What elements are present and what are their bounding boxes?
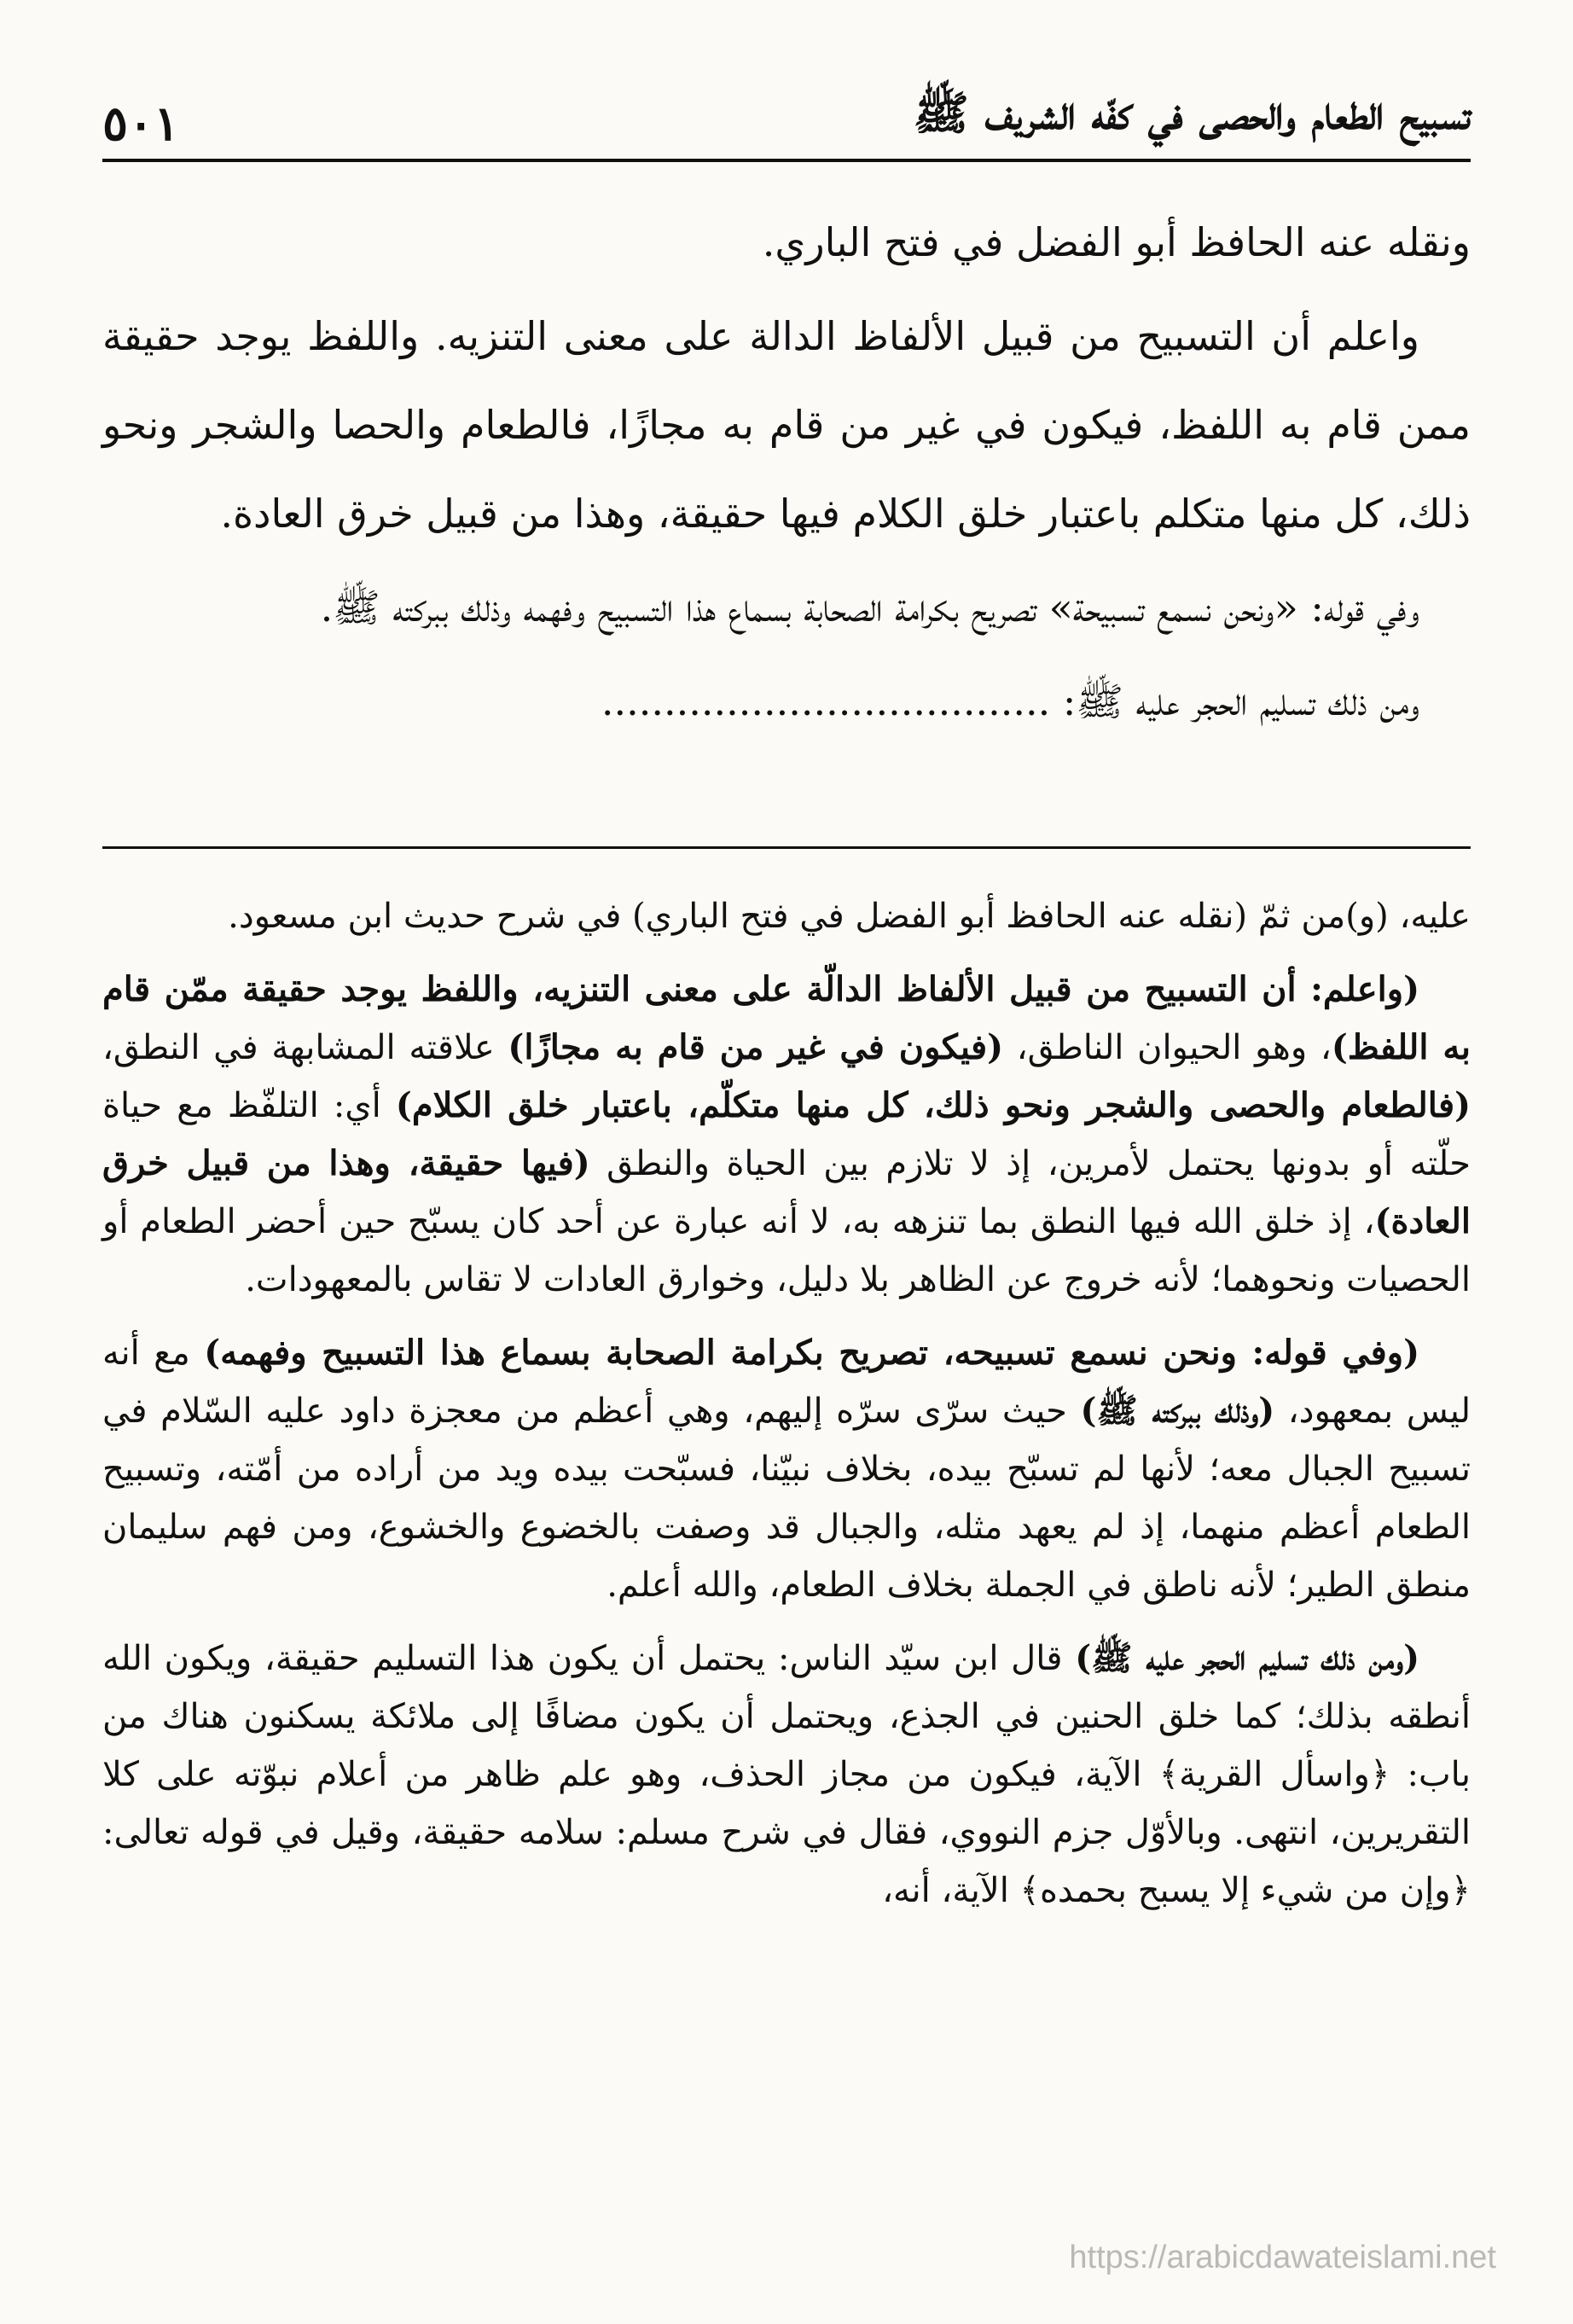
main-paragraph: ونقله عنه الحافظ أبو الفضل في فتح الباري. xyxy=(762,219,1471,265)
quoted-text: (وفي قوله: ونحن نسمع تسبيحه، تصريح بكرامة الصحابة بسماع هذا التسبيح وفهمه) xyxy=(204,1333,1419,1373)
main-paragraph-text: ومن ذلك تسليم الحجر عليه ﷺ: xyxy=(1062,678,1419,724)
section-divider xyxy=(102,846,1471,849)
quoted-text: (فالطعام والحصى والشجر ونحو ذلك، كل منها متكلّم، باعتبار خلق الكلام) xyxy=(395,1085,1471,1125)
commentary-paragraph: عليه، (و)من ثمّ (نقله عنه الحافظ أبو الفضل في فتح الباري) في شرح حديث ابن مسعود. xyxy=(228,897,1471,936)
main-paragraph: وفي قوله: «ونحن نسمع تسبيحة» تصريح بكرامة الصحابة بسماع هذا التسبيح وفهمه وذلك ببركته ﷺ. xyxy=(320,584,1419,630)
main-text xyxy=(102,198,1471,751)
commentary-text-run: مع أنه ليس بمعهود، xyxy=(102,1333,1471,1431)
main-paragraph xyxy=(102,657,1471,746)
commentary-paragraph xyxy=(102,961,1471,1309)
running-title: تسبيح الطعام والحصى في كفّه الشريف ﷺ xyxy=(913,85,1471,140)
main-paragraph: واعلم أن التسبيح من قبيل الألفاظ الدالة على معنى التنزيه. واللفظ يوجد حقيقة ممن قام به اللفظ، فيكون في غير من قام به مجازًا، فالطعام والحصا والشجر ونحو ذلك، كل منها متكلم باعتبار خلق الكلام فيها حقيقة، وهذا من قبيل خرق العادة. xyxy=(102,313,1471,537)
quoted-text: (وذلك ببركته ﷺ) xyxy=(1080,1391,1275,1431)
quoted-text: (واعلم: أن التسبيح من قبيل الألفاظ الدالّة على معنى التنزيه، واللفظ يوجد حقيقة ممّن قام به اللفظ) xyxy=(102,969,1471,1067)
commentary-text xyxy=(102,887,1471,1935)
continuation-dots: .................................... xyxy=(601,678,1051,724)
commentary-paragraph xyxy=(102,1630,1471,1920)
source-watermark: https://arabicdawateislami.net xyxy=(1069,2240,1496,2275)
page-header xyxy=(102,67,1471,162)
commentary-text-run: أي: التلفّظ مع حياة حلّته أو بدونها يحتمل لأمرين، إذ لا تلازم بين الحياة والنطق xyxy=(102,1086,1471,1183)
quoted-text: (فيكون في غير من قام به مجازًا) xyxy=(508,1027,1003,1067)
commentary-text-run: حيث سرّى سرّه إليهم، وهي أعظم من معجزة داود عليه السّلام في تسبيح الجبال معه؛ لأنها لم تسبّح بيده، بخلاف نبيّنا، فسبّحت بيده ويد من أراده من أمّته، وتسبيح الطعام أعظم منهما، إذ لم يعهد مثله، والجبال قد وصفت بالخضوع والخشوع، ومن فهم سليمان منطق الطير؛ لأنه ناطق في الجملة بخلاف الطعام، والله أعلم. xyxy=(102,1391,1471,1605)
page-number: ٥٠١ xyxy=(102,96,180,152)
quoted-text: (فيها حقيقة، وهذا من قبيل خرق العادة) xyxy=(102,1143,1471,1241)
commentary-text-run: ، وهو الحيوان الناطق، xyxy=(1003,1028,1332,1067)
commentary-text-run: قال ابن سيّد الناس: يحتمل أن يكون هذا التسليم حقيقة، ويكون الله أنطقه بذلك؛ كما خلق الحنين في الجذع، ويحتمل أن يكون مضافًا إلى ملائكة يسكنون هناك من باب: ﴿واسأل القرية﴾ الآية، فيكون من مجاز الحذف، وهو علم ظاهر من أعلام نبوّته على كلا التقريرين، انتهى. وبالأوّل جزم النووي، فقال في شرح مسلم: سلامه حقيقة، وقيل في قوله تعالى: ﴿وإن من شيء إلا يسبح بحمده﴾ الآية، أنه، xyxy=(102,1639,1471,1910)
commentary-text-run: ، إذ خلق الله فيها النطق بما تنزهه به، لا أنه عبارة عن أحد كان يسبّح حين أحضر الطعام أو الحصيات ونحوهما؛ لأنه خروج عن الظاهر بلا دليل، وخوارق العادات لا تقاس بالمعهودات. xyxy=(102,1202,1471,1299)
commentary-text-run: علاقته المشابهة في النطق، xyxy=(102,1028,508,1067)
quoted-text: (ومن ذلك تسليم الحجر عليه ﷺ) xyxy=(1075,1638,1419,1678)
commentary-paragraph xyxy=(102,1324,1471,1614)
